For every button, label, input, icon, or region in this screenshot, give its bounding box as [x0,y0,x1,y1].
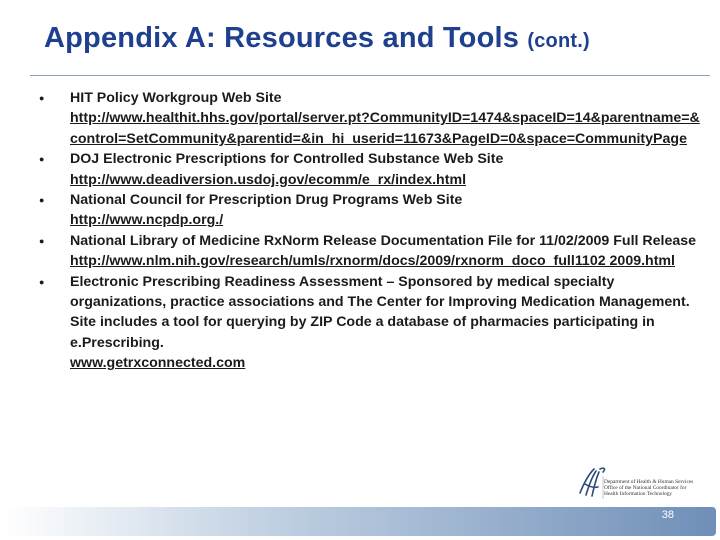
bullet-icon: ● [39,195,45,206]
resource-link[interactable]: http://www.ncpdp.org./ [70,212,224,229]
resource-label: National Council for Prescription Drug Programs Web Site [70,192,463,209]
resource-item [30,231,700,272]
bullet-icon: ● [39,154,45,165]
bullet-icon: ● [39,276,45,287]
resource-label: Electronic Prescribing Readiness Assessment – Sponsored by medical specialty organizations, practice associations and The Center for Improving Medication Management. Site includes a tool for querying by ZIP Code a database of pharmacies participating in e.Prescribing. [70,273,690,351]
resource-link[interactable]: http://www.healthit.hhs.gov/portal/server.pt?CommunityID=1474&spaceID=14&parentname=&control=SetCommunity&parentid=&in_hi_userid=11673&PageID=0&space=CommunityPage [70,110,700,147]
resource-link[interactable]: http://www.nlm.nih.gov/research/umls/rxnorm/docs/2009/rxnorm_doco_full1102 2009.html [70,253,675,270]
footer-bar [4,507,716,536]
resource-item [30,149,700,190]
resource-label: HIT Policy Workgroup Web Site [70,90,282,106]
slide-title [44,22,590,55]
resource-item [30,190,700,231]
resource-item [30,88,700,149]
resource-item [30,272,700,374]
page-number: 38 [661,509,674,521]
logo-text-line: Health Information Technology [604,491,673,497]
title-divider [30,75,710,76]
logo-text-line: Office of the National Coordinator for [604,485,687,491]
resource-list [30,88,700,374]
hhs-logo-text [604,479,710,497]
logo-text-line: Department of Health & Human Services [604,479,694,485]
title-main: Appendix A: Resources and Tools [44,22,520,54]
bullet-icon: ● [39,235,45,246]
resource-link[interactable]: http://www.deadiversion.usdoj.gov/ecomm/e_rx/index.html [70,171,467,188]
resource-label: DOJ Electronic Prescriptions for Controlled Substance Web Site [70,151,504,168]
resource-link[interactable]: www.getrxconnected.com [70,355,246,372]
title-continued: (cont.) [527,30,590,52]
resource-label: National Library of Medicine RxNorm Release Documentation File for 11/02/2009 Full Release [70,232,697,249]
bullet-icon: ● [39,93,45,103]
